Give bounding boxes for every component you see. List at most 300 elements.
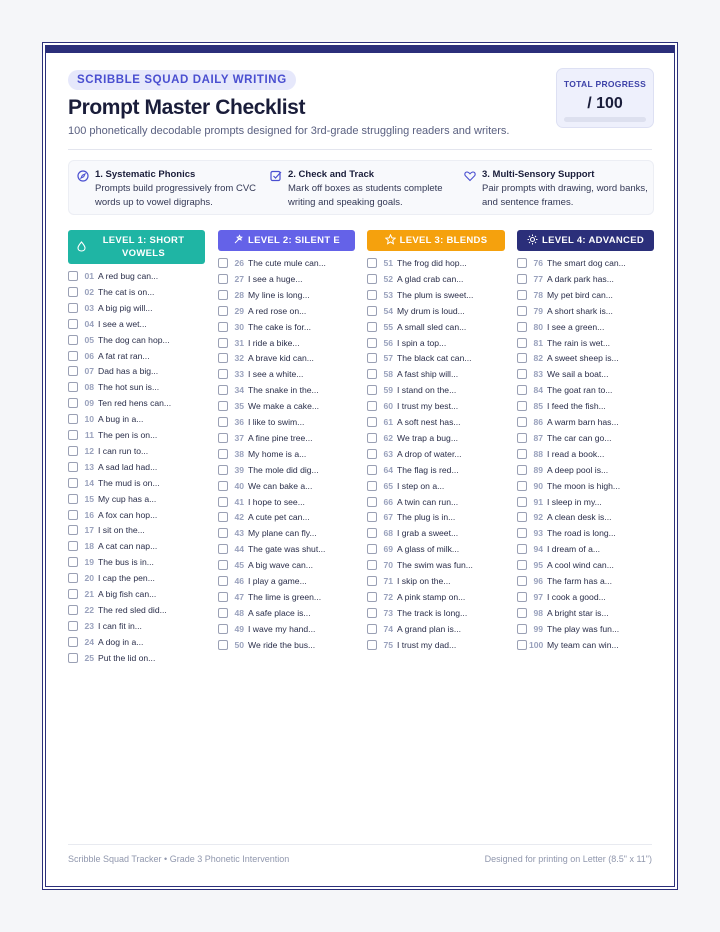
checkbox[interactable] bbox=[517, 369, 527, 379]
checklist-item bbox=[68, 572, 204, 586]
checkbox[interactable] bbox=[517, 512, 527, 522]
prompt-number: 18 bbox=[84, 541, 94, 552]
checklist-item bbox=[517, 559, 653, 573]
checklist-item bbox=[68, 509, 204, 523]
checkbox[interactable] bbox=[218, 385, 228, 395]
page bbox=[45, 45, 675, 887]
checklist-item bbox=[218, 432, 354, 446]
prompt-number: 52 bbox=[383, 273, 393, 284]
prompt-number: 73 bbox=[383, 607, 393, 618]
checklist-item bbox=[517, 623, 653, 637]
checkbox[interactable] bbox=[68, 462, 78, 472]
prompt-text: The play was fun... bbox=[547, 623, 620, 634]
checklist-item bbox=[367, 400, 503, 414]
prompt-number: 80 bbox=[533, 321, 543, 332]
prompt-number: 89 bbox=[533, 464, 543, 475]
checkbox[interactable] bbox=[68, 430, 78, 440]
prompt-number: 14 bbox=[84, 477, 94, 488]
prompt-text: I see a wet... bbox=[98, 318, 147, 329]
prompt-number: 21 bbox=[84, 589, 94, 599]
prompt-number: 61 bbox=[383, 417, 393, 427]
prompt-text: I can run to... bbox=[98, 445, 149, 456]
prompt-text: A sad lad had... bbox=[98, 461, 158, 472]
checkbox[interactable] bbox=[218, 544, 228, 554]
prompt-text: A glass of milk... bbox=[397, 544, 460, 555]
checkbox[interactable] bbox=[68, 446, 78, 456]
prompt-text: A small sled can... bbox=[397, 321, 467, 332]
prompt-number: 37 bbox=[234, 432, 244, 443]
prompt-number: 42 bbox=[234, 512, 244, 523]
prompt-text: I see a white... bbox=[248, 369, 304, 380]
checkbox[interactable] bbox=[367, 576, 377, 586]
prompt-text: A big wave can... bbox=[248, 560, 313, 571]
checkbox[interactable] bbox=[517, 576, 527, 586]
checklist-item bbox=[517, 464, 653, 478]
checklist-item bbox=[68, 286, 204, 300]
checkbox[interactable] bbox=[517, 338, 527, 348]
checkbox[interactable] bbox=[218, 481, 228, 491]
checkbox[interactable] bbox=[517, 624, 527, 634]
checklist-item bbox=[517, 607, 653, 621]
checkbox[interactable] bbox=[367, 322, 377, 332]
prompt-number: 10 bbox=[84, 414, 94, 425]
checkbox[interactable] bbox=[68, 478, 78, 488]
checklist-item bbox=[218, 591, 354, 605]
checkbox[interactable] bbox=[367, 560, 377, 570]
prompt-text: Dad has a big... bbox=[98, 366, 159, 377]
checklist-item bbox=[367, 480, 503, 494]
prompt-number: 06 bbox=[84, 350, 94, 361]
checkbox[interactable] bbox=[68, 382, 78, 392]
checklist-item bbox=[367, 591, 503, 605]
prompt-text: A grand plan is... bbox=[397, 623, 462, 634]
checkbox[interactable] bbox=[517, 353, 527, 363]
checklist-item bbox=[218, 384, 354, 398]
prompt-number: 34 bbox=[234, 385, 244, 396]
prompt-text: A fine pine tree... bbox=[248, 432, 313, 443]
footer-divider bbox=[68, 844, 652, 845]
checkbox[interactable] bbox=[68, 319, 78, 329]
prompt-number: 09 bbox=[84, 398, 94, 409]
prompt-text: A warm barn has... bbox=[547, 417, 619, 427]
prompt-number: 22 bbox=[84, 604, 94, 615]
prompt-number: 44 bbox=[234, 544, 244, 555]
feature-description: Prompts build progressively from CVC words up to vowel digraphs. bbox=[95, 183, 257, 208]
prompt-text: I can fit in... bbox=[98, 620, 142, 631]
checkbox[interactable] bbox=[68, 414, 78, 424]
checkbox[interactable] bbox=[218, 497, 228, 507]
prompt-text: A brave kid can... bbox=[248, 353, 314, 364]
checkbox-icon bbox=[270, 170, 282, 182]
checklist-item bbox=[68, 652, 204, 666]
checkbox[interactable] bbox=[218, 465, 228, 475]
checklist-item bbox=[517, 543, 653, 557]
prompt-number: 75 bbox=[383, 639, 393, 650]
star-icon bbox=[385, 234, 396, 245]
level-3-header bbox=[367, 230, 505, 251]
checkbox[interactable] bbox=[517, 417, 527, 427]
prompt-text: The mole did dig... bbox=[248, 464, 319, 475]
prompt-number: 70 bbox=[383, 560, 393, 571]
feature-title: 2. Check and Track bbox=[288, 169, 375, 180]
prompt-number: 30 bbox=[234, 321, 244, 332]
checkbox[interactable] bbox=[218, 528, 228, 538]
checkbox[interactable] bbox=[218, 274, 228, 284]
prompt-text: The cute mule can... bbox=[248, 258, 326, 268]
checkbox[interactable] bbox=[517, 608, 527, 618]
checkbox[interactable] bbox=[517, 322, 527, 332]
prompt-number: 23 bbox=[84, 620, 94, 631]
checkbox[interactable] bbox=[68, 637, 78, 647]
checkbox[interactable] bbox=[68, 589, 78, 599]
checkbox[interactable] bbox=[517, 385, 527, 395]
checkbox[interactable] bbox=[367, 369, 377, 379]
checkbox[interactable] bbox=[517, 306, 527, 316]
checkbox[interactable] bbox=[367, 640, 377, 650]
prompt-number: 40 bbox=[234, 480, 244, 491]
checklist-item bbox=[367, 273, 503, 287]
prompt-text: The farm has a... bbox=[547, 576, 612, 586]
prompt-text: The hot sun is... bbox=[98, 382, 160, 393]
checklist-item bbox=[367, 384, 503, 398]
prompt-text: The dog can hop... bbox=[98, 334, 170, 345]
checkbox[interactable] bbox=[68, 557, 78, 567]
checklist-item bbox=[68, 540, 204, 554]
level-title: LEVEL 1: SHORT VOWELS bbox=[102, 235, 185, 259]
checklist-item bbox=[68, 302, 204, 316]
checklist-item bbox=[218, 639, 354, 653]
checkbox[interactable] bbox=[68, 335, 78, 345]
checkbox[interactable] bbox=[367, 338, 377, 348]
prompt-number: 88 bbox=[533, 448, 543, 459]
prompt-text: I see a green... bbox=[547, 321, 605, 332]
checkbox[interactable] bbox=[218, 449, 228, 459]
prompt-number: 59 bbox=[383, 385, 393, 396]
checkbox[interactable] bbox=[367, 258, 377, 268]
checklist-item bbox=[68, 413, 204, 427]
checkbox[interactable] bbox=[367, 512, 377, 522]
checkbox[interactable] bbox=[367, 417, 377, 427]
prompt-number: 17 bbox=[84, 525, 94, 536]
prompt-number: 91 bbox=[533, 496, 543, 507]
page-subtitle: 100 phonetically decodable prompts designed for 3rd-grade struggling readers and writers. bbox=[68, 125, 510, 137]
prompt-text: Ten red hens can... bbox=[98, 398, 172, 409]
magic-wand-icon bbox=[233, 234, 244, 245]
prompt-text: My home is a... bbox=[248, 448, 307, 459]
prompt-number: 68 bbox=[383, 528, 393, 539]
checklist-item bbox=[218, 607, 354, 621]
checklist-item bbox=[218, 543, 354, 557]
prompt-text: The black cat can... bbox=[397, 353, 472, 364]
prompt-text: I spin a top... bbox=[397, 337, 447, 348]
checkbox[interactable] bbox=[367, 497, 377, 507]
prompt-number: 27 bbox=[234, 273, 244, 284]
level-title: LEVEL 3: BLENDS bbox=[399, 235, 488, 246]
prompt-text: We ride the bus... bbox=[248, 639, 316, 650]
checklist-item bbox=[68, 270, 204, 284]
prompt-number: 74 bbox=[383, 623, 393, 634]
checkbox[interactable] bbox=[218, 290, 228, 300]
prompt-text: A deep pool is... bbox=[547, 464, 609, 475]
checkbox[interactable] bbox=[68, 398, 78, 408]
checkbox[interactable] bbox=[367, 433, 377, 443]
prompt-text: I skip on the... bbox=[397, 576, 451, 586]
level-title: LEVEL 4: ADVANCED bbox=[541, 235, 645, 246]
prompt-number: 43 bbox=[234, 528, 244, 539]
checklist-item bbox=[218, 400, 354, 414]
prompt-number: 02 bbox=[84, 286, 94, 297]
checkbox[interactable] bbox=[517, 528, 527, 538]
checklist-item bbox=[218, 480, 354, 494]
checkbox[interactable] bbox=[218, 512, 228, 522]
checklist-item bbox=[218, 623, 354, 637]
checkbox[interactable] bbox=[367, 385, 377, 395]
prompt-text: The goat ran to... bbox=[547, 385, 613, 396]
prompt-text: A pink stamp on... bbox=[397, 591, 466, 602]
checkbox[interactable] bbox=[218, 258, 228, 268]
level-1-header bbox=[68, 230, 205, 264]
prompt-text: The cake is for... bbox=[248, 321, 312, 332]
checkbox[interactable] bbox=[68, 605, 78, 615]
prompt-text: I dream of a... bbox=[547, 544, 601, 555]
total-progress-value: / 100 bbox=[587, 95, 623, 112]
prompt-text: The flag is red... bbox=[397, 464, 459, 475]
prompt-text: The snake in the... bbox=[248, 385, 319, 396]
prompt-text: The plug is in... bbox=[397, 512, 456, 523]
heart-icon bbox=[464, 170, 476, 182]
prompt-number: 55 bbox=[383, 321, 393, 332]
checkbox[interactable] bbox=[68, 366, 78, 376]
checkbox[interactable] bbox=[218, 433, 228, 443]
checkbox[interactable] bbox=[218, 401, 228, 411]
checklist-item bbox=[517, 527, 653, 541]
checkbox[interactable] bbox=[367, 624, 377, 634]
checklist-item bbox=[218, 496, 354, 510]
prompt-text: The swim was fun... bbox=[397, 560, 473, 571]
prompt-number: 71 bbox=[383, 576, 393, 586]
prompt-text: A big pig will... bbox=[98, 302, 153, 313]
prompt-number: 39 bbox=[234, 464, 244, 475]
checkbox[interactable] bbox=[218, 640, 228, 650]
header-divider bbox=[68, 149, 652, 150]
prompt-number: 84 bbox=[533, 385, 543, 396]
brand-pill: SCRIBBLE SQUAD DAILY WRITING bbox=[68, 70, 296, 90]
checkbox[interactable] bbox=[218, 369, 228, 379]
checkbox[interactable] bbox=[367, 290, 377, 300]
checkbox[interactable] bbox=[218, 592, 228, 602]
checkbox[interactable] bbox=[367, 465, 377, 475]
checklist-item bbox=[517, 575, 653, 589]
checkbox[interactable] bbox=[68, 351, 78, 361]
checkbox[interactable] bbox=[218, 322, 228, 332]
checklist-item bbox=[517, 352, 653, 366]
checklist-item bbox=[218, 257, 354, 271]
prompt-text: A big fish can... bbox=[98, 589, 157, 599]
checkbox[interactable] bbox=[367, 274, 377, 284]
checkbox[interactable] bbox=[367, 401, 377, 411]
checkbox[interactable] bbox=[517, 433, 527, 443]
prompt-number: 19 bbox=[84, 557, 94, 568]
prompt-text: The moon is high... bbox=[547, 480, 621, 491]
prompt-number: 76 bbox=[533, 258, 543, 268]
checklist-item bbox=[517, 496, 653, 510]
prompt-text: A drop of water... bbox=[397, 448, 462, 459]
checklist-item bbox=[367, 289, 503, 303]
checkbox[interactable] bbox=[68, 494, 78, 504]
prompt-number: 92 bbox=[533, 512, 543, 523]
checklist-item bbox=[367, 464, 503, 478]
checkbox[interactable] bbox=[517, 592, 527, 602]
checkbox[interactable] bbox=[68, 541, 78, 551]
checkbox[interactable] bbox=[517, 640, 527, 650]
prompt-number: 08 bbox=[84, 382, 94, 393]
checklist-item bbox=[68, 620, 204, 634]
checkbox[interactable] bbox=[517, 465, 527, 475]
checklist-item bbox=[517, 511, 653, 525]
prompt-text: I hope to see... bbox=[248, 496, 305, 507]
prompt-number: 50 bbox=[234, 639, 244, 650]
checkbox[interactable] bbox=[218, 417, 228, 427]
prompt-text: A soft nest has... bbox=[397, 417, 461, 427]
checklist-item bbox=[367, 352, 503, 366]
checkbox[interactable] bbox=[517, 401, 527, 411]
checkbox[interactable] bbox=[218, 576, 228, 586]
prompt-text: I trust my best... bbox=[397, 401, 459, 412]
prompt-number: 82 bbox=[533, 353, 543, 364]
prompt-text: I ride a bike... bbox=[248, 337, 300, 348]
checklist-item bbox=[517, 432, 653, 446]
checklist-item bbox=[367, 337, 503, 351]
prompt-text: The smart dog can... bbox=[547, 258, 626, 268]
prompt-text: My cup has a... bbox=[98, 493, 157, 504]
checklist-item bbox=[218, 511, 354, 525]
checklist-item bbox=[367, 543, 503, 557]
checkbox[interactable] bbox=[68, 510, 78, 520]
prompt-number: 97 bbox=[533, 591, 543, 602]
checkbox[interactable] bbox=[68, 621, 78, 631]
prompt-text: I trust my dad... bbox=[397, 639, 457, 650]
checkbox[interactable] bbox=[218, 353, 228, 363]
prompt-text: The plum is sweet... bbox=[397, 289, 474, 300]
prompt-text: The cat is on... bbox=[98, 286, 155, 297]
checklist-item bbox=[367, 639, 503, 653]
checkbox[interactable] bbox=[68, 653, 78, 663]
checkbox[interactable] bbox=[517, 544, 527, 554]
prompt-number: 94 bbox=[533, 544, 543, 555]
checklist-item bbox=[68, 334, 204, 348]
prompt-number: 54 bbox=[383, 305, 393, 316]
level-2-header bbox=[218, 230, 355, 251]
prompt-number: 66 bbox=[383, 496, 393, 507]
checkbox[interactable] bbox=[517, 497, 527, 507]
prompt-text: I feed the fish... bbox=[547, 401, 606, 412]
prompt-text: My plane can fly... bbox=[248, 528, 317, 539]
checkbox[interactable] bbox=[68, 271, 78, 281]
prompt-number: 72 bbox=[383, 591, 393, 602]
prompt-number: 49 bbox=[234, 623, 244, 634]
prompt-number: 01 bbox=[84, 271, 94, 281]
prompt-number: 79 bbox=[533, 305, 543, 316]
prompt-text: A bug in a... bbox=[98, 414, 144, 425]
feature-panel bbox=[68, 160, 654, 215]
checkbox[interactable] bbox=[367, 481, 377, 491]
prompt-number: 12 bbox=[84, 445, 94, 456]
checkbox[interactable] bbox=[218, 608, 228, 618]
checklist-item bbox=[367, 527, 503, 541]
checklist-item bbox=[218, 368, 354, 382]
checkbox[interactable] bbox=[517, 258, 527, 268]
total-progress-label: TOTAL PROGRESS bbox=[563, 79, 647, 89]
prompt-text: I stand on the... bbox=[397, 385, 457, 396]
prompt-number: 56 bbox=[383, 337, 393, 348]
prompt-text: My drum is loud... bbox=[397, 305, 465, 316]
checkbox[interactable] bbox=[367, 449, 377, 459]
checklist-item bbox=[517, 639, 653, 653]
checkbox[interactable] bbox=[517, 560, 527, 570]
checkbox[interactable] bbox=[517, 449, 527, 459]
prompt-text: I grab a sweet... bbox=[397, 528, 459, 539]
prompt-text: A cat can nap... bbox=[98, 541, 158, 552]
prompt-text: I like to swim... bbox=[248, 417, 305, 427]
prompt-number: 78 bbox=[533, 289, 543, 300]
checkbox[interactable] bbox=[517, 274, 527, 284]
checkbox[interactable] bbox=[68, 573, 78, 583]
checkbox[interactable] bbox=[68, 525, 78, 535]
checklist-item bbox=[517, 321, 653, 335]
checkbox[interactable] bbox=[218, 560, 228, 570]
footer-left-text: Scribble Squad Tracker • Grade 3 Phonetic Intervention bbox=[68, 854, 290, 864]
checkbox[interactable] bbox=[68, 287, 78, 297]
compass-icon bbox=[77, 170, 89, 182]
level-4-header bbox=[517, 230, 654, 251]
prompt-text: A cute pet can... bbox=[248, 512, 310, 523]
prompt-number: 20 bbox=[84, 573, 94, 584]
checklist-item bbox=[218, 352, 354, 366]
checklist-item bbox=[367, 511, 503, 525]
checklist-item bbox=[218, 448, 354, 462]
checkbox[interactable] bbox=[367, 608, 377, 618]
prompt-number: 57 bbox=[383, 353, 393, 364]
prompt-number: 60 bbox=[383, 401, 393, 412]
checkbox[interactable] bbox=[218, 624, 228, 634]
prompt-number: 33 bbox=[234, 369, 244, 380]
checkbox[interactable] bbox=[367, 592, 377, 602]
prompt-number: 77 bbox=[533, 273, 543, 284]
checkbox[interactable] bbox=[367, 528, 377, 538]
checkbox[interactable] bbox=[517, 290, 527, 300]
checkbox[interactable] bbox=[367, 306, 377, 316]
total-progress-card bbox=[556, 68, 654, 128]
checklist-item bbox=[68, 588, 204, 602]
prompt-number: 96 bbox=[533, 576, 543, 586]
checklist-item bbox=[517, 337, 653, 351]
prompt-text: I cap the pen... bbox=[98, 573, 155, 584]
prompt-number: 67 bbox=[383, 512, 393, 523]
prompt-text: The mud is on... bbox=[98, 477, 160, 488]
checkbox[interactable] bbox=[218, 338, 228, 348]
checklist-item bbox=[68, 381, 204, 395]
checkbox[interactable] bbox=[367, 353, 377, 363]
prompt-number: 98 bbox=[533, 607, 543, 618]
checkbox[interactable] bbox=[218, 306, 228, 316]
prompt-number: 90 bbox=[533, 480, 543, 491]
checklist-item bbox=[367, 432, 503, 446]
checkbox[interactable] bbox=[517, 481, 527, 491]
checkbox[interactable] bbox=[367, 544, 377, 554]
feature-title: 1. Systematic Phonics bbox=[95, 169, 196, 180]
checkbox[interactable] bbox=[68, 303, 78, 313]
page-frame bbox=[42, 42, 678, 890]
